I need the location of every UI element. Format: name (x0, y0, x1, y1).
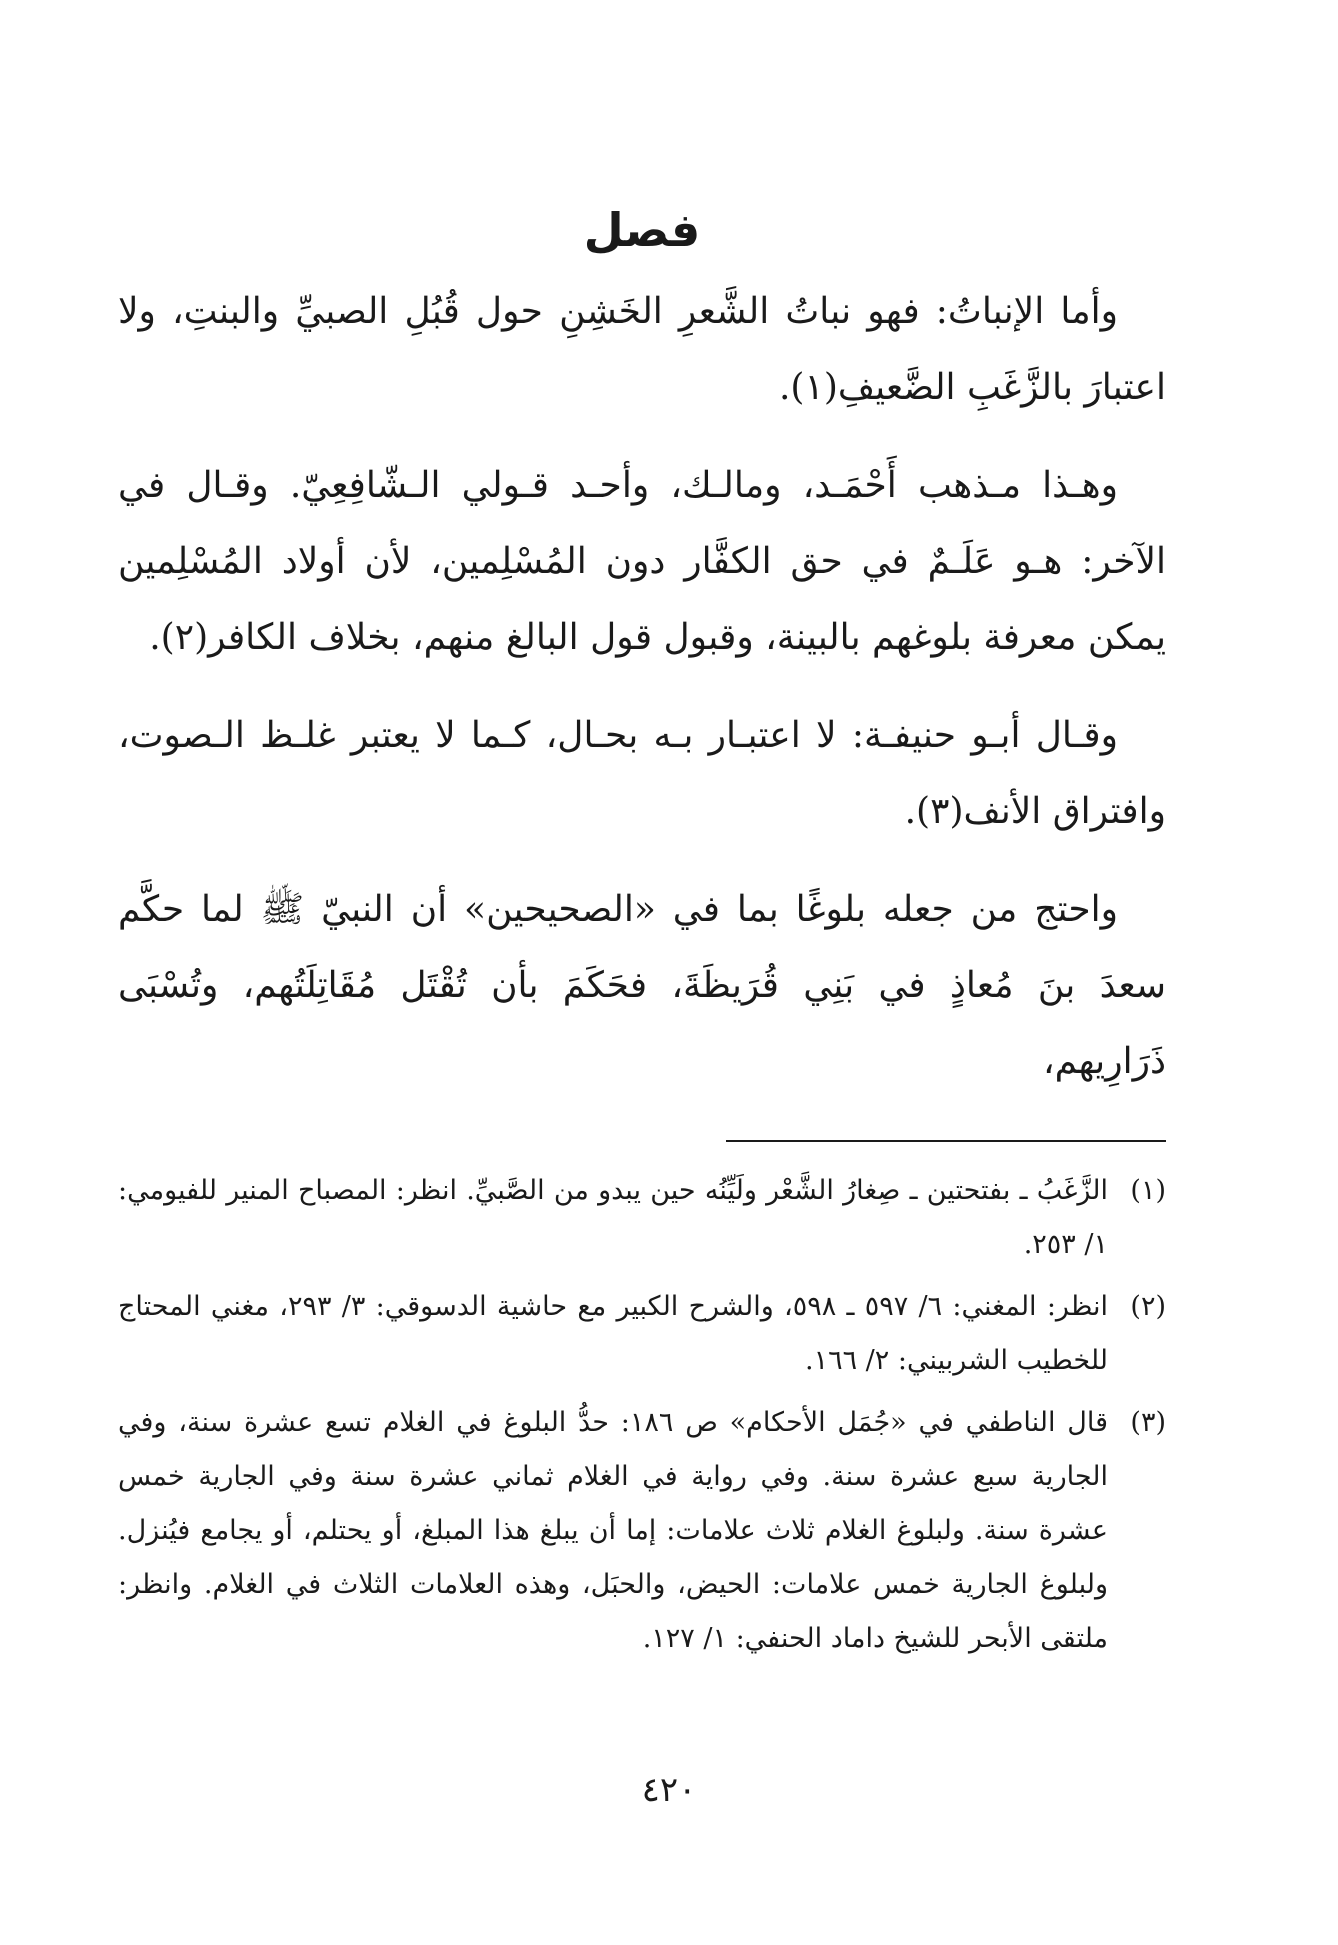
page-number: ٤٢٠ (641, 1770, 697, 1810)
footnote (118, 1164, 1166, 1272)
footnote-divider (726, 1140, 1166, 1142)
section-heading: فصل (583, 203, 701, 257)
footnote-text: الزَّغَبُ ـ بفتحتين ـ صِغارُ الشَّعْر ولَيِّنُه حين يبدو من الصَّبيِّ. انظر: المصباح المنير للفيومي: ١/ ٢٥٣. (118, 1175, 1108, 1260)
page-body (118, 200, 1166, 1674)
footnote (118, 1396, 1166, 1666)
body-paragraph: وقـال أبـو حنيفـة: لا اعتبـار بـه بحـال، كـما لا يعتبر غلـظ الـصوت، وافتراق الأنف(٣). (118, 715, 1166, 832)
footnote-text: انظر: المغني: ٦/ ٥٩٧ ـ ٥٩٨، والشرح الكبير مع حاشية الدسوقي: ٣/ ٢٩٣، مغني المحتاج للخطيب الشربيني: ٢/ ١٦٦. (118, 1291, 1108, 1376)
body-paragraph: وهـذا مـذهب أَحْمَـد، ومالـك، وأحـد قـولي الـشّافِعِيّ. وقـال في الآخر: هـو عَلَـمٌ في حق الكفَّار دون المُسْلِمين، لأن أولاد المُسْلِمين يمكن معرفة بلوغهم بالبينة، وقبول قول البالغ منهم، بخلاف الكافر(٢). (118, 465, 1166, 658)
footnote-text: قال الناطفي في «جُمَل الأحكام» ص ١٨٦: حدُّ البلوغ في الغلام تسع عشرة سنة، وفي الجارية سبع عشرة سنة. وفي رواية في الغلام ثماني عشرة سنة وفي الجارية خمس عشرة سنة. ولبلوغ الغلام ثلاث علامات: إما أن يبلغ هذا المبلغ، أو يحتلم، أو يجامع فيُنزل. ولبلوغ الجارية خمس علامات: الحيض، والحبَل، وهذه العلامات الثلاث في الغلام. وانظر: ملتقى الأبحر للشيخ داماد الحنفي: ١/ ١٢٧. (118, 1407, 1108, 1654)
body-paragraph: وأما الإنباتُ: فهو نباتُ الشَّعرِ الخَشِنِ حول قُبُلِ الصبيِّ والبنتِ، ولا اعتبارَ بالزَّغَبِ الضَّعيفِ(١). (118, 291, 1166, 408)
body-paragraph: واحتج من جعله بلوغًا بما في «الصحيحين» أن النبيّ ﷺ لما حكَّم سعدَ بنَ مُعاذٍ في بَنِي قُرَيظَةَ، فحَكَمَ بأن تُقْتَل مُقَاتِلَتُهم، وتُسْبَى ذَرَارِيهم، (118, 889, 1166, 1082)
footnote (118, 1280, 1166, 1388)
footnote-number: (٣) (1130, 1407, 1166, 1438)
footnote-number: (١) (1130, 1175, 1166, 1206)
footnote-number: (٢) (1130, 1291, 1166, 1322)
